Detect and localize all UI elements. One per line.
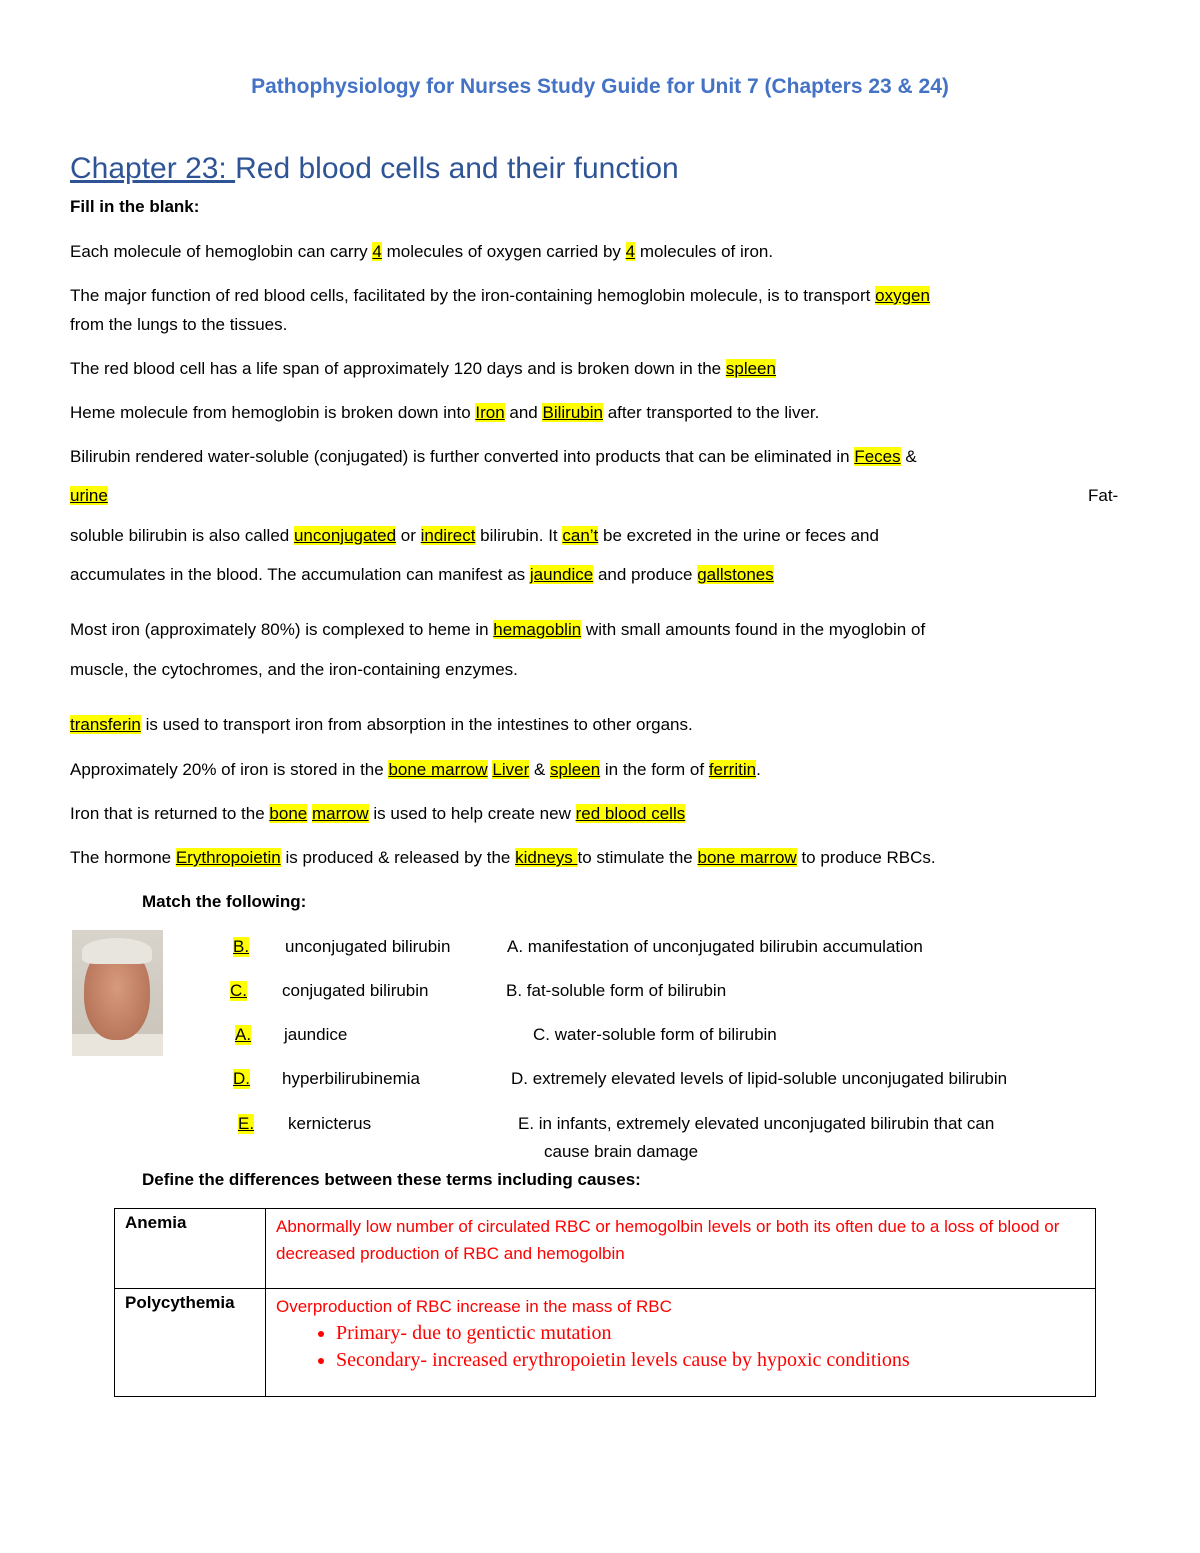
- term-cell: Anemia: [115, 1209, 266, 1289]
- text: Most iron (approximately 80%) is complexed to heme in: [70, 620, 494, 639]
- match-option: C. water-soluble form of bilirubin: [533, 1025, 777, 1044]
- bullet-list: [276, 1320, 1085, 1374]
- text: to stimulate the: [577, 848, 698, 867]
- text: is used to help create new: [368, 804, 576, 823]
- define-heading: Define the differences between these terms including causes:: [142, 1170, 641, 1189]
- answer: urine: [70, 486, 108, 505]
- text: Each molecule of hemoglobin can carry: [70, 242, 373, 261]
- fill-heading: Fill in the blank:: [70, 197, 200, 216]
- patient-photo: [72, 930, 163, 1056]
- text: soluble bilirubin is also called: [70, 526, 294, 545]
- text: molecules of iron.: [635, 242, 774, 261]
- fill-line-2-cont: from the lungs to the tissues.: [70, 315, 288, 334]
- answer: bone: [269, 804, 308, 823]
- answer: Feces: [854, 447, 901, 466]
- fill-line-3: [70, 359, 776, 379]
- table-row: [115, 1209, 1096, 1289]
- answer: gallstones: [697, 565, 774, 584]
- answer: spleen: [550, 760, 601, 779]
- answer: spleen: [725, 359, 776, 378]
- text: after transported to the liver.: [602, 403, 820, 422]
- fill-line-1: [70, 242, 773, 262]
- text: and: [504, 403, 543, 422]
- answer: oxygen: [875, 286, 930, 305]
- match-term: unconjugated bilirubin: [285, 937, 451, 956]
- answer: 4: [372, 242, 382, 261]
- text: in the form of: [600, 760, 709, 779]
- fill-line-7: [70, 526, 879, 546]
- fill-line-12: [70, 760, 761, 780]
- definition-cell: Abnormally low number of circulated RBC or hemogolbin levels or both its often due to a loss of blood or decreased production of RBC and hemogolbin: [266, 1209, 1096, 1289]
- text: or: [396, 526, 421, 545]
- match-answer: C.: [230, 981, 247, 1000]
- answer: jaundice: [529, 565, 594, 584]
- answer: transferin: [70, 715, 141, 734]
- match-answer: B.: [233, 937, 250, 956]
- match-term: hyperbilirubinemia: [282, 1069, 420, 1088]
- text: .: [756, 760, 761, 779]
- text: is produced & released by the: [280, 848, 516, 867]
- text: and produce: [593, 565, 698, 584]
- definition-cell: [266, 1289, 1096, 1397]
- fill-line-4: [70, 403, 819, 423]
- answer: marrow: [311, 804, 369, 823]
- match-option: D. extremely elevated levels of lipid-soluble unconjugated bilirubin: [511, 1069, 1008, 1088]
- answer: ferritin: [708, 760, 757, 779]
- text: Bilirubin rendered water-soluble (conjugated) is further converted into products that can be eliminated in: [70, 447, 855, 466]
- text: with small amounts found in the myoglobin of: [581, 620, 926, 639]
- text: is used to transport iron from absorption in the intestines to other organs.: [140, 715, 693, 734]
- answer: Bilirubin: [542, 403, 603, 422]
- text: bilirubin. It: [475, 526, 563, 545]
- fill-line-8: [70, 565, 774, 585]
- match-option: B. fat-soluble form of bilirubin: [506, 981, 727, 1000]
- chapter-title: Red blood cells and their function: [235, 152, 679, 185]
- list-item: • Primary- due to gentictic mutation: [336, 1320, 1085, 1347]
- match-heading: Match the following:: [142, 892, 307, 911]
- chapter-heading: [70, 152, 679, 186]
- match-answer: A.: [235, 1025, 252, 1044]
- answer: 4: [625, 242, 636, 261]
- answer: can’t: [562, 526, 599, 545]
- definitions-table: [114, 1208, 1096, 1397]
- fill-line-5: [70, 447, 917, 467]
- text: &: [529, 760, 551, 779]
- fill-line-6-end: Fat-: [1088, 486, 1119, 505]
- match-answer: D.: [233, 1069, 250, 1088]
- definition-text: Overproduction of RBC increase in the mass of RBC: [276, 1297, 672, 1316]
- fill-line-2: [70, 286, 930, 306]
- text: accumulates in the blood. The accumulation can manifest as: [70, 565, 530, 584]
- text: to produce RBCs.: [796, 848, 936, 867]
- text: The red blood cell has a life span of approximately 120 days and is broken down in the: [70, 359, 726, 378]
- term-cell: Polycythemia: [115, 1289, 266, 1397]
- answer: Liver: [492, 760, 530, 779]
- text: &: [900, 447, 917, 466]
- match-option: A. manifestation of unconjugated bilirubin accumulation: [507, 937, 923, 956]
- match-answer: E.: [238, 1114, 255, 1133]
- answer: Iron: [475, 403, 505, 422]
- text: Approximately 20% of iron is stored in the: [70, 760, 389, 779]
- document-title: Pathophysiology for Nurses Study Guide for Unit 7 (Chapters 23 & 24): [251, 75, 949, 98]
- text: The major function of red blood cells, facilitated by the iron-containing hemoglobin molecule, is to transport: [70, 286, 876, 305]
- match-term: kernicterus: [288, 1114, 372, 1133]
- text: molecules of oxygen carried by: [381, 242, 626, 261]
- text: The hormone: [70, 848, 176, 867]
- answer: indirect: [420, 526, 476, 545]
- fill-line-11: [70, 715, 693, 735]
- fill-line-10: muscle, the cytochromes, and the iron-containing enzymes.: [70, 660, 518, 679]
- match-term: jaundice: [284, 1025, 348, 1044]
- table-row: [115, 1289, 1096, 1397]
- fill-line-9: [70, 620, 925, 640]
- answer: kidneys: [515, 848, 578, 867]
- answer: unconjugated: [293, 526, 397, 545]
- fill-line-6: [70, 486, 108, 506]
- answer: bone marrow: [697, 848, 797, 867]
- text: Iron that is returned to the: [70, 804, 270, 823]
- list-item: • Secondary- increased erythropoietin levels cause by hypoxic conditions: [336, 1347, 1085, 1374]
- photo-hair: [82, 938, 152, 964]
- match-term: conjugated bilirubin: [282, 981, 429, 1000]
- match-option-cont: cause brain damage: [544, 1142, 699, 1161]
- chapter-prefix: Chapter 23:: [70, 152, 236, 185]
- fill-line-13: [70, 804, 685, 824]
- fill-line-14: [70, 848, 936, 868]
- answer: bone marrow: [388, 760, 488, 779]
- match-option: E. in infants, extremely elevated unconjugated bilirubin that can: [518, 1114, 995, 1133]
- answer: hemagoblin: [493, 620, 582, 639]
- answer: Erythropoietin: [175, 848, 281, 867]
- answer: red blood cells: [575, 804, 686, 823]
- text: be excreted in the urine or feces and: [598, 526, 879, 545]
- text: Heme molecule from hemoglobin is broken down into: [70, 403, 476, 422]
